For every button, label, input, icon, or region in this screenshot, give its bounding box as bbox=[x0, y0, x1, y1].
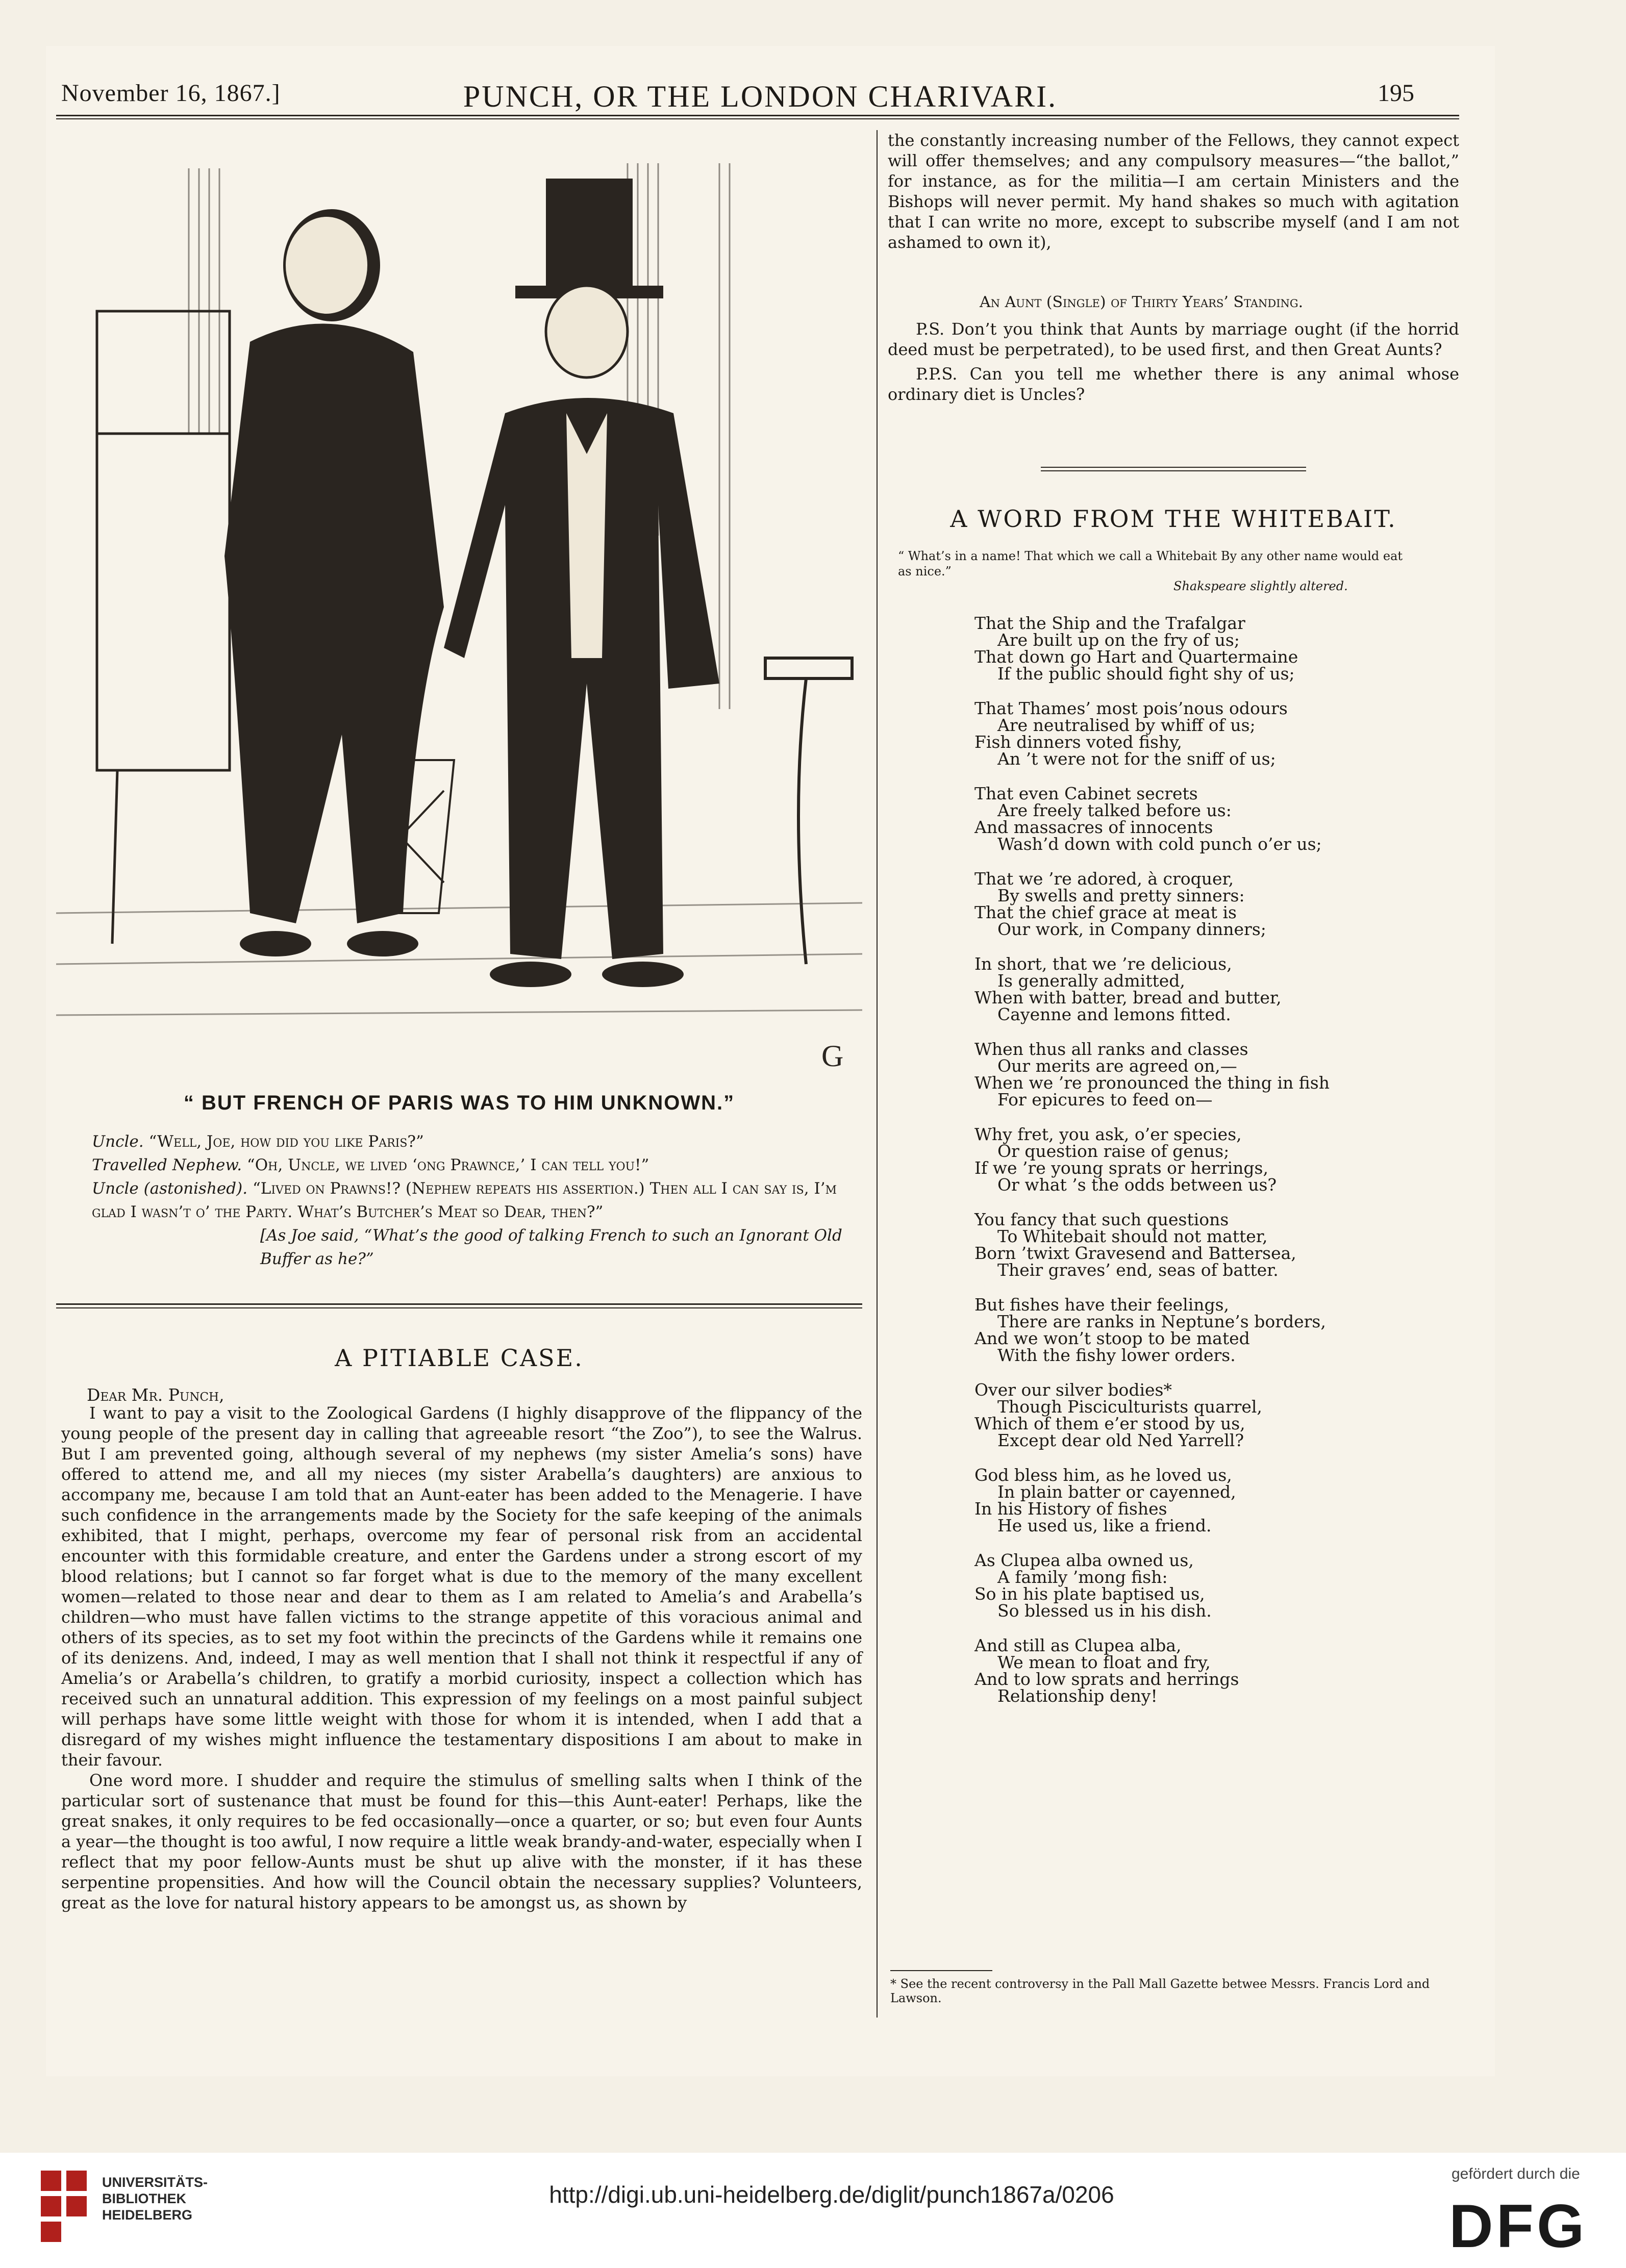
header-rule-thin bbox=[56, 118, 1459, 119]
section-rule bbox=[1041, 467, 1306, 468]
poem-line: That the Ship and the Trafalgar bbox=[974, 613, 1245, 633]
issue-date: November 16, 1867.] bbox=[61, 80, 281, 107]
publication-title: PUNCH, OR THE LONDON CHARIVARI. bbox=[463, 80, 1058, 113]
poem-line: Though Pisciculturists quarrel, bbox=[997, 1397, 1262, 1417]
poem-line: With the fishy lower orders. bbox=[997, 1345, 1236, 1365]
dfg-logo: DFG bbox=[1449, 2192, 1588, 2260]
poem-line: And we won’t stoop to be mated bbox=[974, 1328, 1250, 1348]
dialog-line: Travelled Nephew. “Oh, Uncle, we lived ‘ong Prawnce,’ I can tell you!” bbox=[92, 1156, 649, 1174]
page-number: 195 bbox=[1378, 80, 1414, 107]
poem-line: Over our silver bodies* bbox=[974, 1380, 1172, 1400]
letter-continuation: the constantly increasing number of the Fellows, they cannot expect will offer themselves; and any compulsory measures—“the ballot,” for instance, as for the militia—I am certain Ministers and the Bishops will never permit. My hand shakes so much with agitation that I can write no more, except to subscribe myself (and I am not ashamed to own it), bbox=[888, 131, 1459, 252]
library-name: UNIVERSITÄTS- BIBLIOTHEK HEIDELBERG bbox=[102, 2175, 208, 2223]
letter-paragraph: One word more. I shudder and require the stimulus of smelling salts when I think of the particular sort of sustenance that must be found for this—this Aunt-eater! Perhaps, like the great snakes, it only requires to be fed occasionally—once a quarter, or so; but even four Aunts a year—the thought is too awful, I now require a little weak brandy-and-water, especially when I reflect that my poor fellow-Aunts must be shut up alive with the monster, if it has these serpentine propensities. And how will the Council obtain the necessary supplies? Volunteers, great as the love for natural history appears to be amongst us, as shown by bbox=[61, 1771, 862, 1912]
letter-signature: An Aunt (Single) of Thirty Years’ Standing. bbox=[980, 293, 1304, 311]
cartoon-illustration bbox=[56, 148, 862, 1084]
section-rule-thin bbox=[1041, 470, 1306, 471]
letter-salutation: Dear Mr. Punch, bbox=[87, 1385, 224, 1405]
article-title-pitiable-case: A PITIABLE CASE. bbox=[335, 1344, 584, 1372]
poem-line: Our merits are agreed on,— bbox=[997, 1056, 1237, 1076]
poem-line: Our work, in Company dinners; bbox=[997, 919, 1266, 939]
poem-line: Except dear old Ned Yarrell? bbox=[997, 1430, 1244, 1450]
poem-line: For epicures to feed on— bbox=[997, 1090, 1213, 1110]
poem-line: Which of them e’er stood by us, bbox=[974, 1414, 1245, 1433]
poem-line: When we ’re pronounced the thing in fish bbox=[974, 1073, 1330, 1093]
postscript: P.S. Don’t you think that Aunts by marriage ought (if the horrid deed must be perpetrated), to be used first, and then Great Aunts? P.P.S. Can you tell me whether there is any animal whose ordinary diet is Uncles? bbox=[888, 319, 1459, 404]
poem-line: In his History of fishes bbox=[974, 1499, 1167, 1519]
poem-stanza bbox=[974, 1041, 1454, 1108]
poem-line: Relationship deny! bbox=[997, 1686, 1158, 1706]
poem-line: Are built up on the fry of us; bbox=[997, 630, 1240, 650]
source-url-link[interactable]: http://digi.ub.uni-heidelberg.de/diglit/punch1867a/0206 bbox=[549, 2181, 1114, 2208]
poem-line: And massacres of innocents bbox=[974, 817, 1213, 837]
poem-stanza bbox=[974, 1296, 1454, 1364]
letter-paragraph: I want to pay a visit to the Zoological Gardens (I highly disapprove of the flippancy of the young people of the present day in calling that agreeable resort “the Zoo”), to see the Walrus. But I am prevented going, although several of my nephews (my sister Amelia’s sons) have offered to attend me, and all my nieces (my sister Arabella’s daughters) are anxious to accompany me, because I am told that an Aunt-eater has been added to the Menagerie. I have such confidence in the arrangements made by the Society for the safe keeping of the animals exhibited, that I might, perhaps, overcome my fear of personal risk from an accidental encounter with this formidable creature, and enter the Gardens under a strong escort of my blood relations; but I cannot so far forget what is due to the memory of the many excellent women—related to those near and dear to them as I am related to Amelia’s and Arabella’s children—who must have fallen victims to the strange appetite of this voracious animal and others of its species, as to set my foot within the precincts of the Gardens while it remains one of its denizens. And, indeed, I may as well mention that I shall not think it respectful if any of Amelia’s or Arabella’s children, to gratify a morbid curiosity, inspect a collection which has received such an unnatural addition. This expression of my feelings on a most painful subject will perhaps have some little weight with those for whom it is intended, when I add that a disregard of my wishes might influence the testamentary dispositions I am about to make in their favour. bbox=[61, 1403, 862, 1770]
poem-line: Cayenne and lemons fitted. bbox=[997, 1004, 1231, 1024]
poem-stanza bbox=[974, 785, 1454, 852]
poem-line: God bless him, as he loved us, bbox=[974, 1465, 1232, 1485]
poem-line: When with batter, bread and butter, bbox=[974, 988, 1282, 1007]
poem-line: Why fret, you ask, o’er species, bbox=[974, 1124, 1242, 1144]
dialog-line: Uncle (astonished). “Lived on Prawns!? (Nephew repeats his assertion.) Then all I can say is, I’m glad I wasn’t o’ the Party. What’s Butcher’s Meat so Dear, then?” bbox=[92, 1179, 837, 1221]
poem-line: Fish dinners voted fishy, bbox=[974, 732, 1182, 752]
poem-line: In short, that we ’re delicious, bbox=[974, 954, 1232, 974]
article-title-whitebait: A WORD FROM THE WHITEBAIT. bbox=[950, 505, 1397, 533]
poem-stanza bbox=[974, 1126, 1454, 1193]
poem-line: Or what ’s the odds between us? bbox=[997, 1175, 1277, 1195]
letter-body bbox=[61, 1403, 862, 1913]
poem-line: Born ’twixt Gravesend and Battersea, bbox=[974, 1243, 1296, 1263]
poem-stanza bbox=[974, 1211, 1454, 1278]
poem-line: That Thames’ most pois’nous odours bbox=[974, 698, 1288, 718]
header-rule bbox=[56, 115, 1459, 116]
artist-signature: G bbox=[821, 1039, 844, 1073]
poem-line: You fancy that such questions bbox=[974, 1209, 1229, 1229]
funding-label: gefördert durch die bbox=[1452, 2165, 1580, 2182]
poem-line: And to low sprats and herrings bbox=[974, 1669, 1239, 1689]
section-rule bbox=[56, 1303, 862, 1305]
poem-line: Are freely talked before us: bbox=[997, 800, 1232, 820]
poem-line: An ’t were not for the sniff of us; bbox=[997, 749, 1276, 769]
poem-line: If we ’re young sprats or herrings, bbox=[974, 1158, 1268, 1178]
dialog-line: [As Joe said, “What’s the good of talking French to such an Ignorant Old Buffer as he?” bbox=[260, 1226, 842, 1268]
poem-line: He used us, like a friend. bbox=[997, 1516, 1212, 1535]
poem-line: Are neutralised by whiff of us; bbox=[997, 715, 1256, 735]
poem-epigraph: “ What’s in a name! That which we call a Whitebait By any other name would eat as nice.” bbox=[898, 549, 1403, 578]
poem-line: Is generally admitted, bbox=[997, 971, 1185, 991]
poem-stanza bbox=[974, 1637, 1454, 1704]
poem-line: That even Cabinet secrets bbox=[974, 784, 1198, 803]
poem-stanza bbox=[974, 1467, 1454, 1534]
poem-line: If the public should fight shy of us; bbox=[997, 664, 1295, 684]
poem-line: That we ’re adored, à croquer, bbox=[974, 869, 1234, 889]
poem-line: We mean to float and fry, bbox=[997, 1652, 1211, 1672]
poem-stanza bbox=[974, 870, 1454, 938]
university-library-logo bbox=[38, 2168, 92, 2245]
dialog-line: Uncle. “Well, Joe, how did you like Paris?” bbox=[92, 1132, 424, 1151]
footnote: * See the recent controversy in the Pall Mall Gazette betwee Messrs. Francis Lord and Lawson. bbox=[890, 1977, 1430, 2005]
poem-stanza bbox=[974, 1552, 1454, 1619]
poem-line: That the chief grace at meat is bbox=[974, 902, 1237, 922]
poem-line: A family ’mong fish: bbox=[997, 1567, 1168, 1587]
poem-stanza bbox=[974, 615, 1454, 682]
poem-line: So blessed us in his dish. bbox=[997, 1601, 1212, 1621]
poem-line: Wash’d down with cold punch o’er us; bbox=[997, 834, 1322, 854]
section-rule-thin bbox=[56, 1307, 862, 1308]
poem-line: But fishes have their feelings, bbox=[974, 1295, 1230, 1315]
poem-stanza bbox=[974, 1381, 1454, 1449]
whitebait-poem bbox=[974, 615, 1454, 1722]
column-divider bbox=[877, 130, 878, 2018]
poem-stanza bbox=[974, 955, 1454, 1023]
poem-line: In plain batter or cayenned, bbox=[997, 1482, 1236, 1502]
poem-stanza bbox=[974, 700, 1454, 767]
footer-bar bbox=[0, 2153, 1626, 2268]
poem-line: As Clupea alba owned us, bbox=[974, 1550, 1194, 1570]
poem-line: Their graves’ end, seas of batter. bbox=[997, 1260, 1279, 1280]
poem-line: That down go Hart and Quartermaine bbox=[974, 647, 1298, 667]
cartoon-dialog bbox=[92, 1130, 857, 1271]
cartoon-caption: “ BUT FRENCH OF PARIS WAS TO HIM UNKNOWN.” bbox=[183, 1092, 735, 1114]
poem-line: So in his plate baptised us, bbox=[974, 1584, 1205, 1604]
poem-line: There are ranks in Neptune’s borders, bbox=[997, 1312, 1326, 1331]
poem-line: Or question raise of genus; bbox=[997, 1141, 1230, 1161]
poem-line: When thus all ranks and classes bbox=[974, 1039, 1248, 1059]
poem-line: To Whitebait should not matter, bbox=[997, 1226, 1268, 1246]
poem-line: By swells and pretty sinners: bbox=[997, 886, 1245, 905]
epigraph-attribution: Shakspeare slightly altered. bbox=[1173, 579, 1348, 593]
poem-line: And still as Clupea alba, bbox=[974, 1635, 1182, 1655]
footnote-rule bbox=[890, 1970, 992, 1971]
